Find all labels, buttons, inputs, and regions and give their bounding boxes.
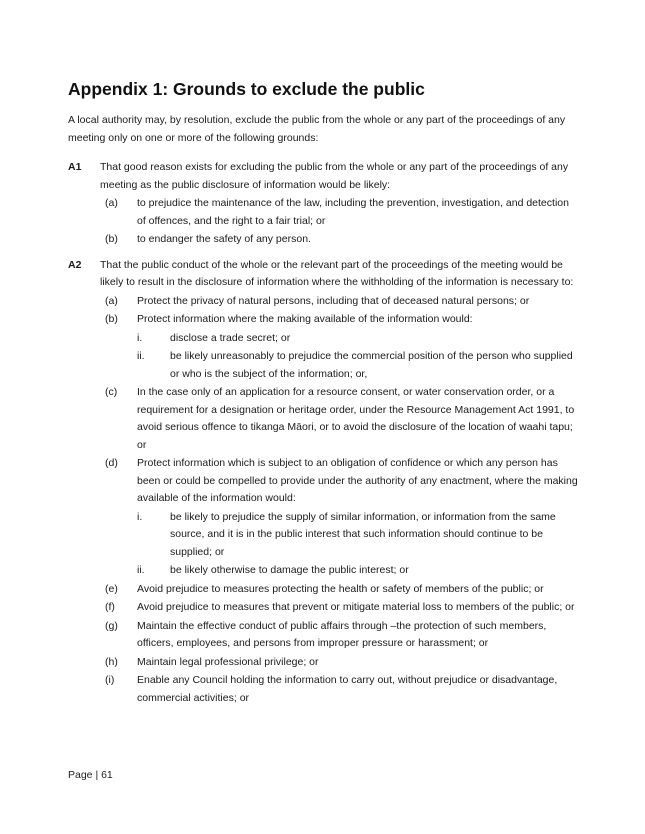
item-marker: (d) xyxy=(105,457,118,469)
intro-paragraph: A local authority may, by resolution, exclude the public from the whole or any part of the proceedings of any meeting only on one or more of the following grounds: xyxy=(68,114,566,144)
subitem-marker: i. xyxy=(137,331,143,344)
section-heading-row xyxy=(68,257,579,292)
section-text: That good reason exists for excluding the public from the whole or any part of the proceedings of any meeting as the public disclosure of information would be likely: xyxy=(100,161,569,191)
item-text: Avoid prejudice to measures that prevent or mitigate material loss to members of the public; or xyxy=(137,601,575,613)
page-title: Appendix 1: Grounds to exclude the public xyxy=(68,79,425,99)
item-text: Enable any Council holding the information to carry out, without prejudice or disadvantage, commercial activities; or xyxy=(137,674,558,704)
item-marker: (a) xyxy=(105,294,118,307)
item-text: Protect information where the making available of the information would: xyxy=(137,313,473,325)
item-text: to endanger the safety of any person. xyxy=(137,233,311,245)
section-marker: A2 xyxy=(68,258,82,271)
item-marker: (b) xyxy=(105,233,118,245)
list-item-a2-g xyxy=(105,618,579,653)
item-text: Avoid prejudice to measures protecting the health or safety of members of the public; or xyxy=(137,582,544,595)
item-text: Maintain the effective conduct of public affairs through –the protection of such members, officers, employees, and persons from improper pressure or harassment; or xyxy=(137,619,547,649)
subitem-marker: ii. xyxy=(137,350,145,362)
item-marker: (h) xyxy=(105,655,118,668)
subitem-text: disclose a trade secret; or xyxy=(170,331,291,344)
list-item-a2-a xyxy=(105,293,579,311)
list-item-a2-e xyxy=(105,581,579,599)
sub-list-item-a2-b-i xyxy=(137,330,579,348)
item-text: In the case only of an application for a resource consent, or water conservation order, or a requirement for a designation or heritage order, under the Resource Management Act 1991, to avoid serious offence to tikanga Māori, or to avoid the disclosure of the location of waahi tapu; or xyxy=(137,386,575,451)
item-marker: (a) xyxy=(105,197,118,209)
list-item-a1-a xyxy=(105,195,579,230)
page-footer: Page | 61 xyxy=(68,769,113,781)
list-item-a2-h xyxy=(105,654,579,672)
item-text: Protect the privacy of natural persons, including that of deceased natural persons; or xyxy=(137,294,530,307)
section-a1 xyxy=(68,159,579,249)
sub-list-item-a2-d-i xyxy=(137,509,579,562)
item-text: Maintain legal professional privilege; or xyxy=(137,655,319,668)
section-a2 xyxy=(68,257,579,708)
subitem-marker: ii. xyxy=(137,564,145,576)
subitem-text: be likely unreasonably to prejudice the commercial position of the person who supplied or who is the subject of the information; or, xyxy=(170,350,573,380)
item-marker: (f) xyxy=(105,601,115,613)
item-text: Protect information which is subject to an obligation of confidence or which any person has been or could be compelled to provide under the authority of any enactment, where the making available of the information would: xyxy=(137,457,578,504)
item-marker: (b) xyxy=(105,313,118,325)
list-item-a1-b xyxy=(105,231,579,249)
subitem-text: be likely to prejudice the supply of similar information, or information from the same source, and it is in the public interest that such information should continue to be supplied; or xyxy=(170,510,556,558)
section-heading-row xyxy=(68,159,579,194)
subitem-marker: i. xyxy=(137,510,143,523)
item-text: to prejudice the maintenance of the law, including the prevention, investigation, and detection of offences, and the right to a fair trial; or xyxy=(137,197,569,227)
item-marker: (i) xyxy=(105,674,115,686)
sub-list-item-a2-b-ii xyxy=(137,348,579,383)
item-marker: (c) xyxy=(105,386,118,398)
section-text: That the public conduct of the whole or the relevant part of the proceedings of the meeting would be likely to result in the disclosure of information where the withholding of the information is necessary to: xyxy=(100,258,574,288)
list-item-a2-f xyxy=(105,599,579,617)
list-item-a2-c xyxy=(105,384,579,454)
sub-list-item-a2-d-ii xyxy=(137,562,579,580)
subitem-text: be likely otherwise to damage the public interest; or xyxy=(170,564,409,576)
item-marker: (e) xyxy=(105,582,118,595)
list-item-a2-i xyxy=(105,672,579,707)
section-marker: A1 xyxy=(68,161,82,173)
item-marker: (g) xyxy=(105,619,118,632)
list-item-a2-b xyxy=(105,311,579,329)
list-item-a2-d xyxy=(105,455,579,508)
